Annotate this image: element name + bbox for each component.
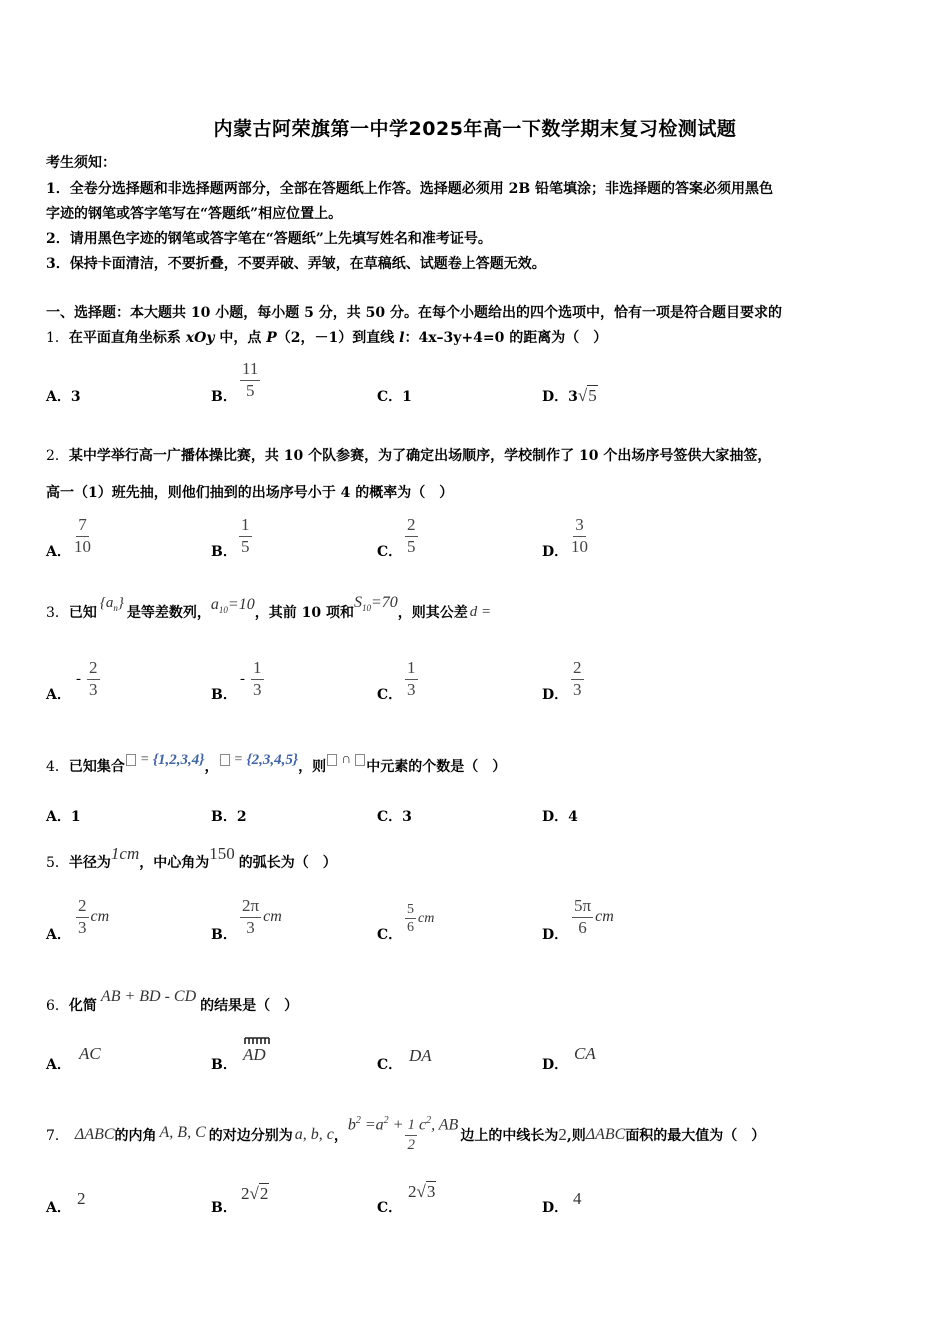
notice-line-1b: 字迹的钢笔或答字笔写在“答题纸”相应位置上。 <box>46 206 343 222</box>
math-text: b <box>347 1116 356 1134</box>
question-1 <box>46 327 607 347</box>
option-c-value: DA <box>409 1046 432 1065</box>
math-sup: 2 <box>383 1115 389 1127</box>
missing-glyph-icon <box>355 754 365 766</box>
frac-num: 2 <box>76 897 89 918</box>
option-b-label[interactable]: B． <box>211 1200 237 1216</box>
question-text: 中元素的个数是（ ） <box>366 759 507 775</box>
option-c-value <box>405 516 418 556</box>
question-text: 的距离为（ ） <box>504 330 608 346</box>
triangle-symbol: ΔABC <box>74 1126 115 1143</box>
question-text: 的结果是（ ） <box>200 998 299 1014</box>
option-c-value <box>405 902 434 936</box>
sides: a, b, c <box>294 1126 334 1143</box>
frac-num: 2 <box>87 659 100 680</box>
option-a-value <box>74 516 91 556</box>
option-d-value <box>571 516 588 556</box>
missing-glyph-icon <box>126 754 136 766</box>
question-4 <box>46 751 507 776</box>
option-b-value: 2√2 <box>241 1184 269 1203</box>
option-d-value <box>572 897 614 937</box>
question-text: （2，－1）到直线 <box>276 330 400 346</box>
frac-den: 10 <box>571 536 588 556</box>
option-c-value <box>405 659 418 699</box>
option-label: A． <box>46 389 71 405</box>
notice-line-2: 2．请用黑色字迹的钢笔或答字笔在“答题纸”上先填写姓名和准考证号。 <box>46 231 492 247</box>
option-a[interactable] <box>46 806 81 826</box>
d-expr <box>470 604 491 621</box>
unit: cm <box>90 908 110 926</box>
question-7 <box>46 1110 765 1160</box>
math-text: P <box>266 330 277 346</box>
option-a[interactable] <box>46 386 81 406</box>
option-d-value <box>571 659 584 699</box>
median-length: 2 <box>558 1125 567 1144</box>
radicand: 2 <box>259 1184 269 1203</box>
question-6 <box>46 988 299 1015</box>
math-text: = <box>234 752 243 767</box>
question-5 <box>46 844 337 872</box>
option-b-value <box>239 516 252 556</box>
frac-num: 7 <box>76 516 89 537</box>
s10-expr <box>354 594 398 613</box>
frac-num: 2π <box>240 897 261 918</box>
equation <box>348 1117 458 1153</box>
question-text: 化简 <box>68 998 97 1014</box>
option-c-label[interactable]: C． <box>377 687 403 703</box>
frac-den: 3 <box>246 917 255 937</box>
frac-den: 2 <box>407 1136 415 1153</box>
option-b-value <box>240 659 264 699</box>
option-a-value <box>76 897 109 937</box>
triangle-symbol: ΔABC <box>585 1126 626 1143</box>
coefficient: 2 <box>241 1184 250 1203</box>
math-text: 4x–3y+4=0 <box>418 330 505 346</box>
unit: cm <box>263 908 282 926</box>
option-d-label[interactable]: D． <box>542 1200 569 1216</box>
option-b-value: AD <box>243 1045 266 1064</box>
option-a-label[interactable]: A． <box>46 1057 71 1073</box>
frac-den: 3 <box>89 679 98 699</box>
question-text: 的内角 <box>114 1128 157 1144</box>
option-label: A． <box>46 809 71 825</box>
frac-num: 1 <box>251 659 264 680</box>
question-number: 7． <box>46 1128 69 1144</box>
option-b-label[interactable]: B． <box>211 687 237 703</box>
option-c[interactable] <box>377 386 412 406</box>
question-text: 半径为 <box>68 855 111 871</box>
option-a-label[interactable]: A． <box>46 1200 71 1216</box>
missing-glyph-icon <box>220 754 230 766</box>
math-sup: 2 <box>426 1115 432 1127</box>
math-text: =a <box>360 1116 384 1134</box>
radicand: 3 <box>426 1182 436 1201</box>
frac-den: 3 <box>253 679 262 699</box>
option-c-value: 2√3 <box>408 1182 436 1201</box>
frac-num: 1 <box>239 516 252 537</box>
option-a-value: AC <box>79 1044 101 1063</box>
question-number: 5． <box>46 855 69 871</box>
option-d-label[interactable]: D． <box>542 927 569 943</box>
frac-num: 5π <box>572 897 593 918</box>
option-value: 1 <box>70 809 81 825</box>
frac-den: 3 <box>407 679 416 699</box>
question-text: ,则 <box>566 1128 586 1144</box>
question-text: 的对边分别为 <box>208 1128 293 1144</box>
option-d-label[interactable]: D． <box>542 544 569 560</box>
frac-num: 5 <box>405 902 416 919</box>
option-d[interactable]: D．3√5 <box>542 386 597 405</box>
math-text: a <box>105 595 114 611</box>
intersection-expr <box>326 752 366 768</box>
notice-line-1a: 1．全卷分选择题和非选择题两部分，全部在答题纸上作答。选择题必须用 2B 铅笔填涂；非选择题的答案必须用黑色 <box>46 181 774 197</box>
question-text: ，其前 10 项和 <box>254 605 354 621</box>
option-label: C． <box>377 809 403 825</box>
set-b: {2,3,4,5} <box>246 751 299 768</box>
frac-den: 3 <box>78 917 87 937</box>
question-text: 是等差数列， <box>126 605 211 621</box>
math-sup: 2 <box>355 1115 361 1127</box>
question-text: 在平面直角坐标系 <box>68 330 186 346</box>
notice-line-3: 3．保持卡面清洁，不要折叠，不要弄破、弄皱，在草稿纸、试题卷上答题无效。 <box>46 256 546 272</box>
question-3 <box>46 594 492 622</box>
question-2-line-2: 高一（1）班先抽，则他们抽到的出场序号小于 4 的概率为（ ） <box>46 485 454 501</box>
sequence-symbol: $\{a_n\}$ <box>99 595 124 613</box>
set-a: {1,2,3,4} <box>152 751 205 768</box>
option-value: 3 <box>70 389 81 405</box>
question-text: 已知集合 <box>68 759 125 775</box>
option-b-label[interactable]: B． <box>211 927 237 943</box>
option-a-value: 2 <box>77 1189 86 1208</box>
frac-num: 2 <box>571 659 584 680</box>
math-text: = <box>481 603 492 620</box>
math-text: d <box>469 603 478 620</box>
notice-heading: 考生须知： <box>46 155 116 171</box>
option-value: 1 <box>402 389 412 405</box>
question-text: 的弧长为（ ） <box>238 855 337 871</box>
math-text: ∩ <box>341 752 352 767</box>
option-value: 3 <box>402 809 412 825</box>
math-text: =70 <box>370 594 398 612</box>
frac-den: 3 <box>573 679 582 699</box>
option-d-label[interactable]: D． <box>542 1057 569 1073</box>
frac-num: 1 <box>405 1117 417 1136</box>
radicand: 5 <box>588 386 597 405</box>
question-text: 边上的中线长为 <box>460 1128 559 1144</box>
question-2 <box>46 445 771 465</box>
question-text: 中，点 <box>214 330 267 346</box>
option-a-label[interactable]: A． <box>46 927 71 943</box>
math-text: =10 <box>227 596 255 614</box>
frac-num: 3 <box>573 516 586 537</box>
coefficient: 2 <box>408 1182 417 1201</box>
set-a-expr <box>125 752 205 769</box>
c-squared <box>419 1115 458 1134</box>
page-title: 内蒙古阿荣旗第一中学2025年高一下数学期末复习检测试题 <box>213 118 737 140</box>
math-text: c <box>418 1116 427 1134</box>
math-sub: n <box>113 603 118 613</box>
question-number: 1． <box>46 330 69 346</box>
a10-expr <box>211 596 255 615</box>
math-text: S <box>353 594 362 612</box>
question-number: 6． <box>46 998 69 1014</box>
b-squared <box>348 1115 404 1134</box>
math-text: a <box>210 596 219 614</box>
math-text: , AB <box>431 1116 459 1134</box>
option-d[interactable] <box>542 806 578 826</box>
question-text: ： <box>404 330 419 346</box>
angles: A, B, C <box>159 1124 206 1141</box>
option-c[interactable] <box>377 806 412 826</box>
option-c-label[interactable]: C． <box>377 927 403 943</box>
question-text: ，则 <box>298 759 327 775</box>
math-text: + <box>388 1116 404 1134</box>
math-text: = <box>140 752 149 767</box>
question-text: ，中心角为 <box>139 855 210 871</box>
section-heading: 一、选择题：本大题共 10 小题，每小题 5 分，共 50 分。在每个小题给出的四个选项中，恰有一项是符合题目要求的 <box>46 305 782 321</box>
frac-num: 2 <box>405 516 418 537</box>
option-b-label[interactable]: B． <box>211 389 237 405</box>
question-text: ，则其公差 <box>397 605 468 621</box>
angle: 150 <box>209 844 235 863</box>
option-a-value <box>76 659 100 699</box>
question-text: ， <box>204 759 219 775</box>
option-a-label[interactable]: A． <box>46 544 71 560</box>
option-c-label[interactable]: C． <box>377 1057 403 1073</box>
frac-den: 5 <box>407 536 416 556</box>
unit: cm <box>418 910 435 926</box>
option-label: D． <box>542 809 569 825</box>
frac-den: 5 <box>245 380 255 400</box>
option-value: 2 <box>236 809 247 825</box>
option-value: 4 <box>568 809 578 825</box>
option-label: B． <box>211 809 237 825</box>
vector-expression: AB + BD - CD <box>100 988 197 1005</box>
vector-arrow-icon <box>244 1037 270 1045</box>
math-text: l <box>399 330 405 346</box>
math-sub: 10 <box>361 603 371 614</box>
option-c-label[interactable]: C． <box>377 1200 403 1216</box>
option-a-label[interactable]: A． <box>46 687 71 703</box>
question-number: 4． <box>46 759 69 775</box>
question-text: ， <box>333 1128 348 1144</box>
option-d-label[interactable]: D． <box>542 687 569 703</box>
frac-num: 11 <box>240 360 260 381</box>
minus-sign: - <box>240 670 245 687</box>
frac-num: 1 <box>405 659 418 680</box>
option-b-value <box>240 360 260 400</box>
option-b-value <box>240 897 282 937</box>
question-text: 已知 <box>68 605 97 621</box>
frac-den: 5 <box>241 536 250 556</box>
set-b-expr <box>219 752 299 769</box>
unit: cm <box>595 908 614 926</box>
option-label: D． <box>542 389 569 405</box>
missing-glyph-icon <box>327 754 337 766</box>
option-value: 3 <box>568 389 578 405</box>
frac-den: 10 <box>74 536 91 556</box>
option-d-value: CA <box>574 1044 596 1063</box>
question-text: 面积的最大值为（ ） <box>625 1128 766 1144</box>
frac-den: 6 <box>407 920 414 936</box>
question-text: 某中学举行高一广播体操比赛，共 10 个队参赛，为了确定出场顺序，学校制作了 10 个出场序号签供大家抽签， <box>68 448 772 464</box>
option-label: C． <box>377 389 403 405</box>
option-b-label[interactable]: B． <box>211 544 237 560</box>
option-b[interactable] <box>211 806 247 826</box>
question-number: 2． <box>46 448 69 464</box>
frac-den: 6 <box>578 917 587 937</box>
option-c-label[interactable]: C． <box>377 544 403 560</box>
math-sub: 10 <box>218 605 228 616</box>
option-d-value: 4 <box>573 1189 582 1208</box>
math-text: xOy <box>185 330 215 346</box>
radius: 1cm <box>110 844 140 863</box>
question-number: 3． <box>46 605 69 621</box>
option-b-label[interactable]: B． <box>211 1057 237 1073</box>
minus-sign: - <box>76 670 81 687</box>
